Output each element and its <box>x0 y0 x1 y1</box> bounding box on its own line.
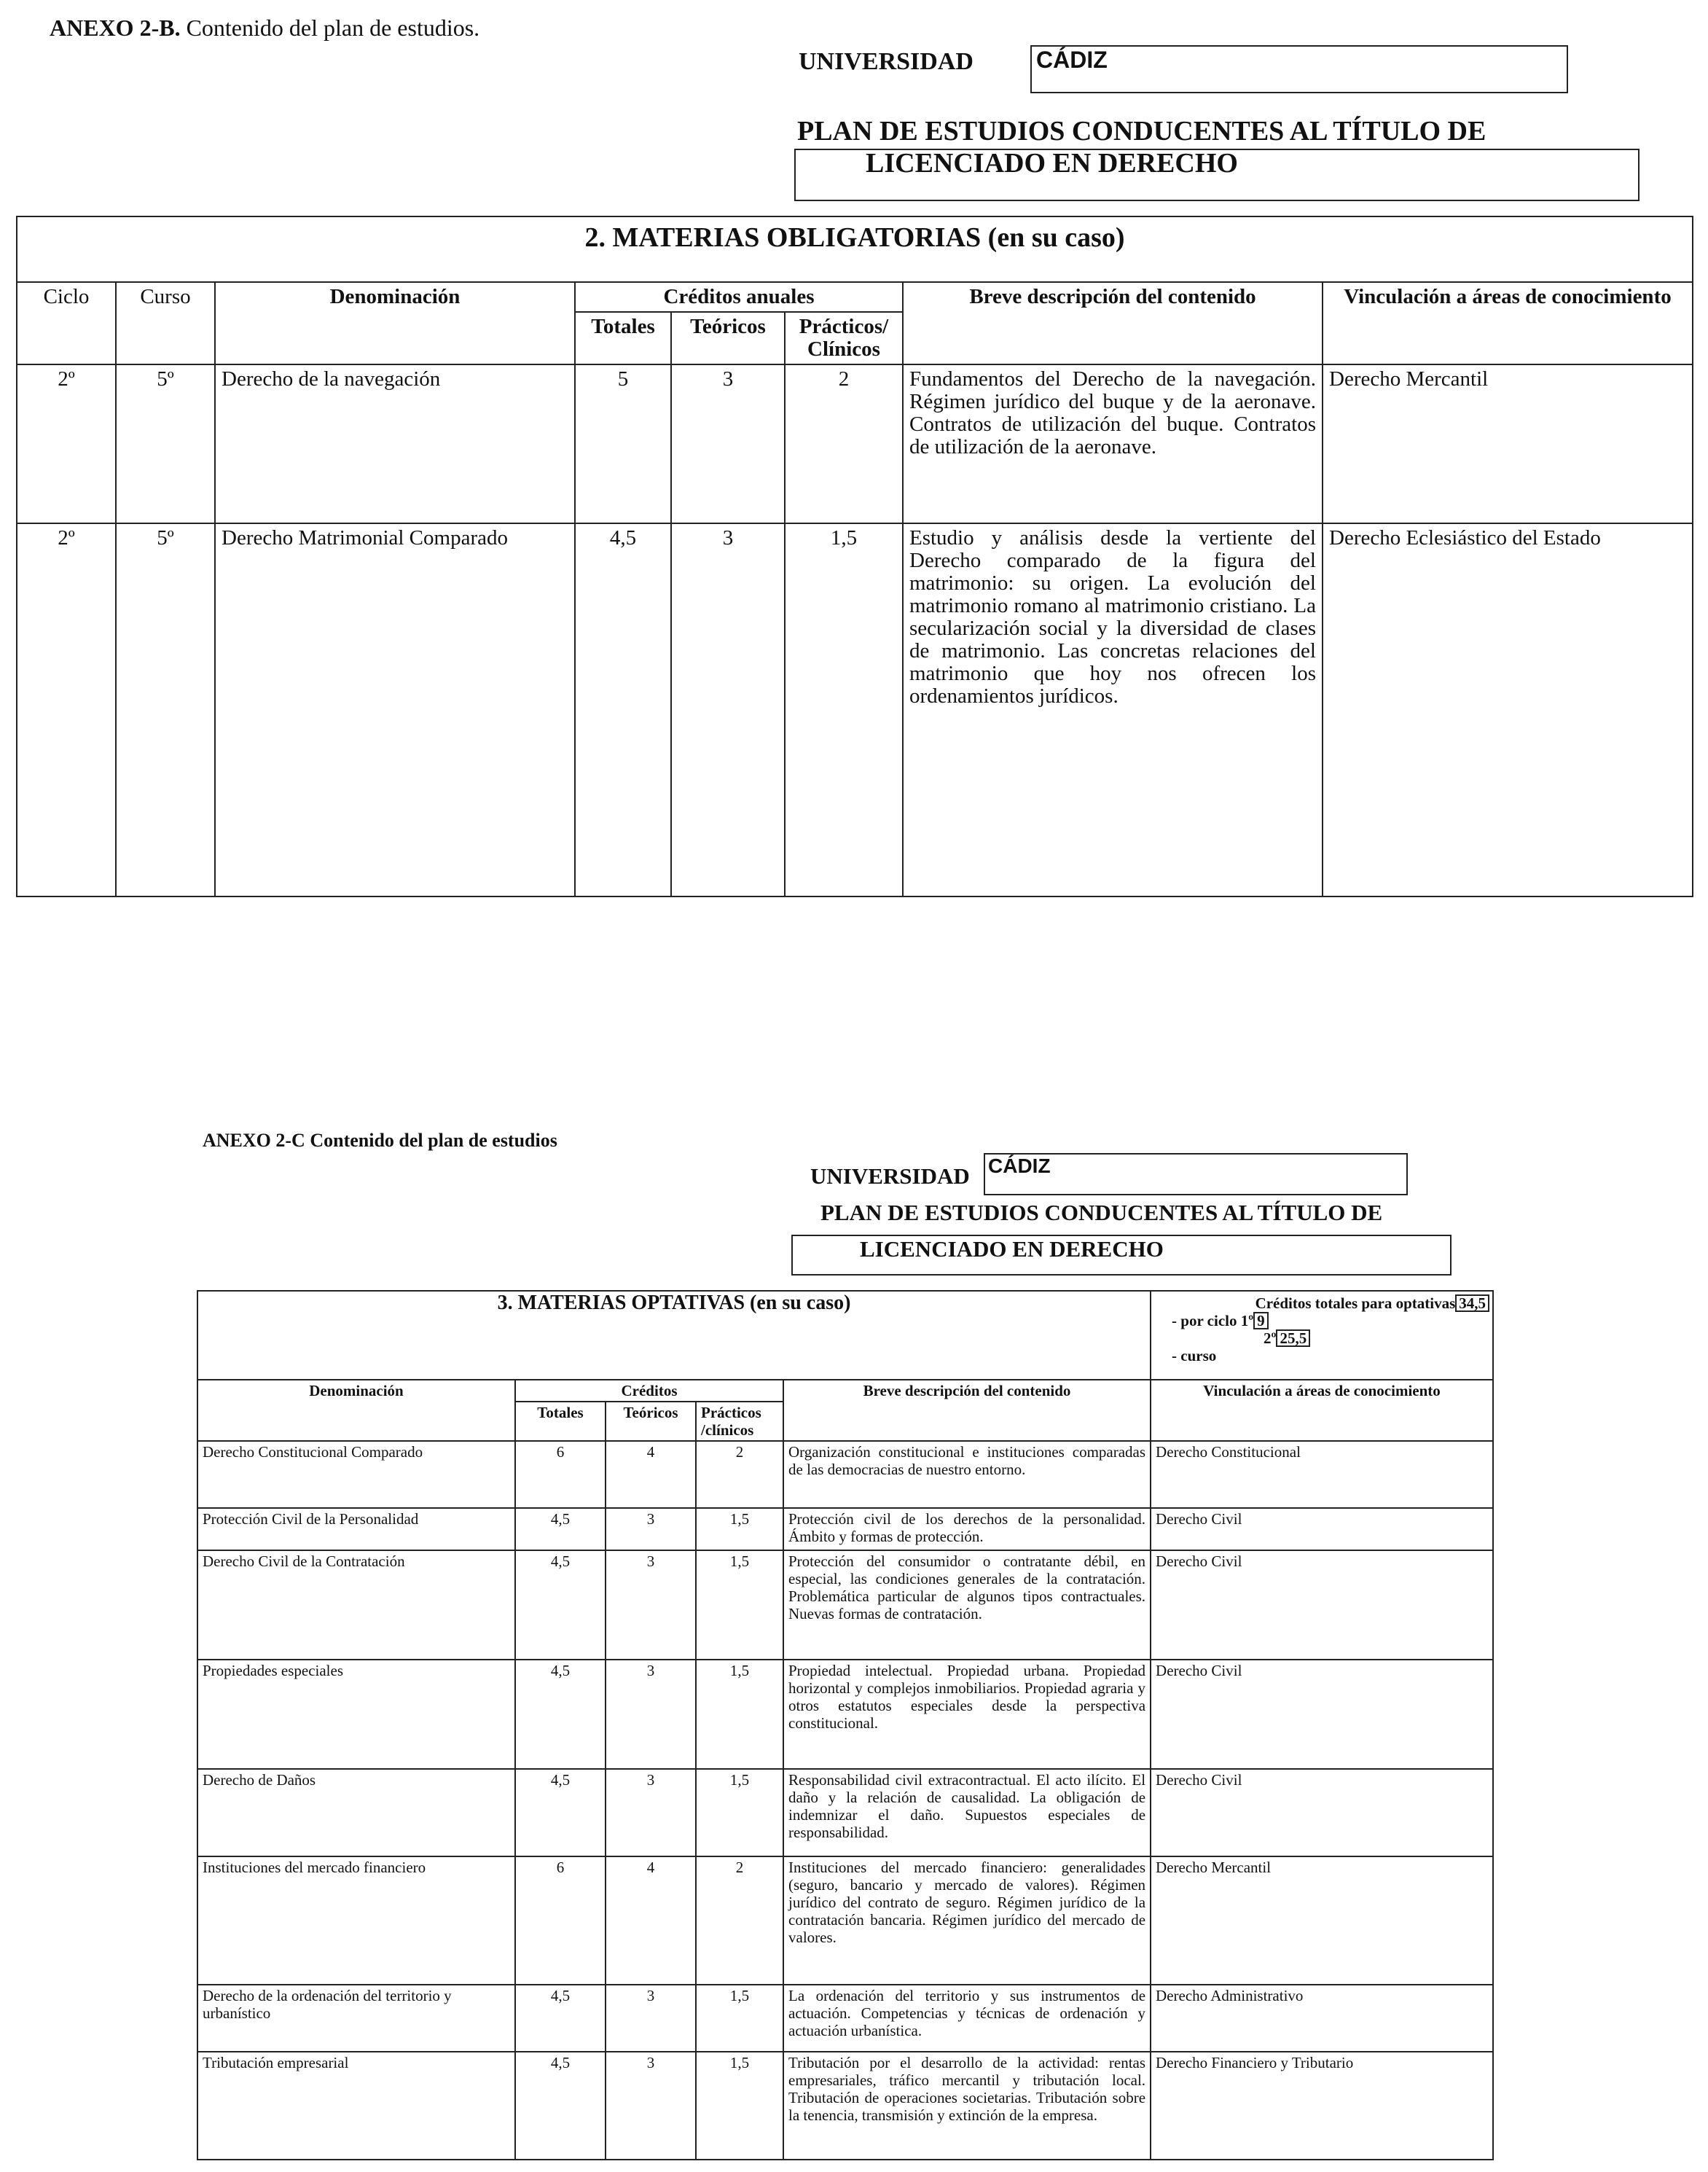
cell-denominacion: Derecho Constitucional Comparado <box>197 1441 515 1508</box>
table-row <box>197 1660 1493 1769</box>
cell-curso: 5º <box>116 364 215 523</box>
cell-curso: 5º <box>116 523 215 896</box>
table-row <box>17 364 1693 523</box>
cell-vinculacion: Derecho Civil <box>1151 1660 1493 1769</box>
cell-descripcion: Estudio y análisis desde la vertiente del Derecho comparado de la figura del matrimonio: su origen. La evolución del matrimonio romano al matrimonio cristiano. La secularización social y la diversidad de clases de matrimonio. Las concretas relaciones del matrimonio que hoy nos ofrecen los ordenamientos jurídicos. <box>903 523 1323 896</box>
cell-descripcion: Responsabilidad civil extracontractual. El acto ilícito. El daño y la relación de causalidad. La obligación de indemnizar el daño. Supuestos especiales de responsabilidad. <box>783 1769 1151 1856</box>
cell-totales: 4,5 <box>575 523 671 896</box>
cell-denominacion: Derecho de la ordenación del territorio y urbanístico <box>197 1985 515 2052</box>
ciclo2-label: 2º <box>1264 1329 1277 1347</box>
plan-title-c-line1: PLAN DE ESTUDIOS CONDUCENTES AL TÍTULO DE <box>820 1200 1383 1225</box>
plan-title-c-line2: LICENCIADO EN DERECHO <box>860 1236 1164 1262</box>
table-row <box>197 1856 1493 1985</box>
header-descripcion: Breve descripción del contenido <box>783 1380 1151 1441</box>
cell-totales: 6 <box>515 1856 606 1985</box>
table-row <box>197 1550 1493 1660</box>
universidad-label: UNIVERSIDAD <box>799 48 974 75</box>
curso-label: - curso <box>1172 1347 1217 1364</box>
cell-totales: 6 <box>515 1441 606 1508</box>
ciclo1-label: 1º <box>1240 1312 1254 1329</box>
optativas-title: 3. MATERIAS OPTATIVAS (en su caso) <box>497 1292 851 1314</box>
cell-practicos: 2 <box>696 1856 783 1985</box>
header-curso: Curso <box>116 282 215 364</box>
cell-practicos: 1,5 <box>696 1508 783 1550</box>
obligatorias-table <box>16 216 1693 897</box>
creditos-totales-label: Créditos totales para optativas <box>1255 1294 1456 1312</box>
cell-practicos: 1,5 <box>696 1550 783 1660</box>
header-ciclo: Ciclo <box>17 282 116 364</box>
plan-title-box <box>794 149 1640 201</box>
table-row <box>17 523 1693 896</box>
cell-vinculacion: Derecho Eclesiástico del Estado <box>1323 523 1693 896</box>
cell-vinculacion: Derecho Mercantil <box>1323 364 1693 523</box>
header-creditos: Créditos anuales <box>575 282 903 312</box>
plan-title-line2: LICENCIADO EN DERECHO <box>866 148 1238 179</box>
cell-teoricos: 3 <box>606 1550 696 1660</box>
optativas-body <box>197 1441 1493 2160</box>
universidad-field: CÁDIZ <box>1030 45 1568 93</box>
cell-vinculacion: Derecho Civil <box>1151 1550 1493 1660</box>
cell-denominacion: Tributación empresarial <box>197 2052 515 2160</box>
cell-descripcion: Protección del consumidor o contratante débil, en especial, las condiciones generales de la contratación. Problemática particular de algunos tipos contractuales. Nuevas formas de contratación. <box>783 1550 1151 1660</box>
cell-teoricos: 3 <box>606 1660 696 1769</box>
cell-vinculacion: Derecho Civil <box>1151 1769 1493 1856</box>
cell-teoricos: 3 <box>606 1985 696 2052</box>
ciclo1-value: 9 <box>1253 1312 1269 1329</box>
plan-title-c-box <box>791 1235 1452 1276</box>
cell-vinculacion: Derecho Civil <box>1151 1508 1493 1550</box>
cell-denominacion: Derecho de Daños <box>197 1769 515 1856</box>
optativas-table <box>197 1290 1494 2160</box>
plan-title-line1: PLAN DE ESTUDIOS CONDUCENTES AL TÍTULO DE <box>797 116 1486 147</box>
header-totales: Totales <box>515 1402 606 1441</box>
cell-vinculacion: Derecho Mercantil <box>1151 1856 1493 1985</box>
cell-practicos: 1,5 <box>696 1769 783 1856</box>
header-practicos: Prácticos /clínicos <box>696 1402 783 1441</box>
cell-denominacion: Derecho Matrimonial Comparado <box>215 523 575 896</box>
cell-descripcion: Fundamentos del Derecho de la navegación. Régimen jurídico del buque y de la aeronave. Contratos de utilización del buque. Contratos de utilización de la aeronave. <box>903 364 1323 523</box>
header-teoricos: Teóricos <box>606 1402 696 1441</box>
cell-teoricos: 3 <box>606 1508 696 1550</box>
optativas-title-cell <box>197 1291 1151 1380</box>
cell-totales: 4,5 <box>515 1985 606 2052</box>
header-descripcion: Breve descripción del contenido <box>903 282 1323 364</box>
creditos-totales-cell <box>1151 1291 1493 1380</box>
cell-vinculacion: Derecho Administrativo <box>1151 1985 1493 2052</box>
cell-descripcion: Tributación por el desarrollo de la actividad: rentas empresariales, tráfico mercantil y tributación local. Tributación de operaciones societarias. Tributación sobre la tenencia, transmisión y extinción de la empresa. <box>783 2052 1151 2160</box>
creditos-totales-value: 34,5 <box>1455 1294 1489 1312</box>
cell-totales: 4,5 <box>515 1769 606 1856</box>
cell-descripcion: Instituciones del mercado financiero: generalidades (seguro, bancario y mercado de valores). Régimen jurídico del contrato de seguro. Régimen jurídico de la contratación bancaria. Régimen jurídico del mercado de valores. <box>783 1856 1151 1985</box>
cell-denominacion: Protección Civil de la Personalidad <box>197 1508 515 1550</box>
cell-teoricos: 3 <box>606 2052 696 2160</box>
cell-teoricos: 3 <box>606 1769 696 1856</box>
cell-denominacion: Derecho de la navegación <box>215 364 575 523</box>
universidad-label-c: UNIVERSIDAD <box>810 1163 970 1189</box>
header-denominacion: Denominación <box>197 1380 515 1441</box>
cell-practicos: 1,5 <box>785 523 903 896</box>
header-totales: Totales <box>575 312 671 364</box>
cell-totales: 4,5 <box>515 1550 606 1660</box>
cell-descripcion: Organización constitucional e instituciones comparadas de las democracias de nuestro entorno. <box>783 1441 1151 1508</box>
cell-totales: 4,5 <box>515 1660 606 1769</box>
cell-teoricos: 4 <box>606 1441 696 1508</box>
cell-vinculacion: Derecho Constitucional <box>1151 1441 1493 1508</box>
cell-practicos: 2 <box>785 364 903 523</box>
header-vinculacion: Vinculación a áreas de conocimiento <box>1151 1380 1493 1441</box>
cell-descripcion: Protección civil de los derechos de la personalidad. Ámbito y formas de protección. <box>783 1508 1151 1550</box>
header-creditos: Créditos <box>515 1380 783 1402</box>
header-vinculacion: Vinculación a áreas de conocimiento <box>1323 282 1693 364</box>
anexo-b-label: ANEXO 2-B. <box>50 15 181 41</box>
cell-denominacion: Derecho Civil de la Contratación <box>197 1550 515 1660</box>
anexo-c-heading: ANEXO 2-C Contenido del plan de estudios <box>203 1130 557 1151</box>
table-row <box>197 1441 1493 1508</box>
cell-denominacion: Propiedades especiales <box>197 1660 515 1769</box>
cell-practicos: 1,5 <box>696 1985 783 2052</box>
por-ciclo-label: - por ciclo <box>1172 1312 1237 1329</box>
table-row <box>197 1985 1493 2052</box>
universidad-field-c: CÁDIZ <box>984 1153 1408 1195</box>
cell-descripcion: Propiedad intelectual. Propiedad urbana. Propiedad horizontal y complejos inmobiliarios. Propiedad agraria y otros estatutos especiales desde la perspectiva constitucional. <box>783 1660 1151 1769</box>
cell-totales: 5 <box>575 364 671 523</box>
cell-totales: 4,5 <box>515 1508 606 1550</box>
anexo-b-subtitle: Contenido del plan de estudios. <box>180 15 480 41</box>
cell-descripcion: La ordenación del territorio y sus instrumentos de actuación. Competencias y técnicas de ordenación y actuación urbanística. <box>783 1985 1151 2052</box>
header-teoricos: Teóricos <box>671 312 785 364</box>
cell-teoricos: 3 <box>671 523 785 896</box>
cell-totales: 4,5 <box>515 2052 606 2160</box>
cell-ciclo: 2º <box>17 523 116 896</box>
header-practicos: Prácticos/ Clínicos <box>785 312 903 364</box>
cell-practicos: 1,5 <box>696 2052 783 2160</box>
anexo-b-heading <box>50 15 479 42</box>
table-row <box>197 2052 1493 2160</box>
cell-practicos: 1,5 <box>696 1660 783 1769</box>
table-row <box>197 1769 1493 1856</box>
cell-teoricos: 3 <box>671 364 785 523</box>
cell-vinculacion: Derecho Financiero y Tributario <box>1151 2052 1493 2160</box>
cell-denominacion: Instituciones del mercado financiero <box>197 1856 515 1985</box>
obligatorias-title: 2. MATERIAS OBLIGATORIAS (en su caso) <box>17 216 1693 282</box>
cell-practicos: 2 <box>696 1441 783 1508</box>
ciclo2-value: 25,5 <box>1276 1329 1310 1347</box>
cell-teoricos: 4 <box>606 1856 696 1985</box>
table-row <box>197 1508 1493 1550</box>
cell-ciclo: 2º <box>17 364 116 523</box>
header-denominacion: Denominación <box>215 282 575 364</box>
